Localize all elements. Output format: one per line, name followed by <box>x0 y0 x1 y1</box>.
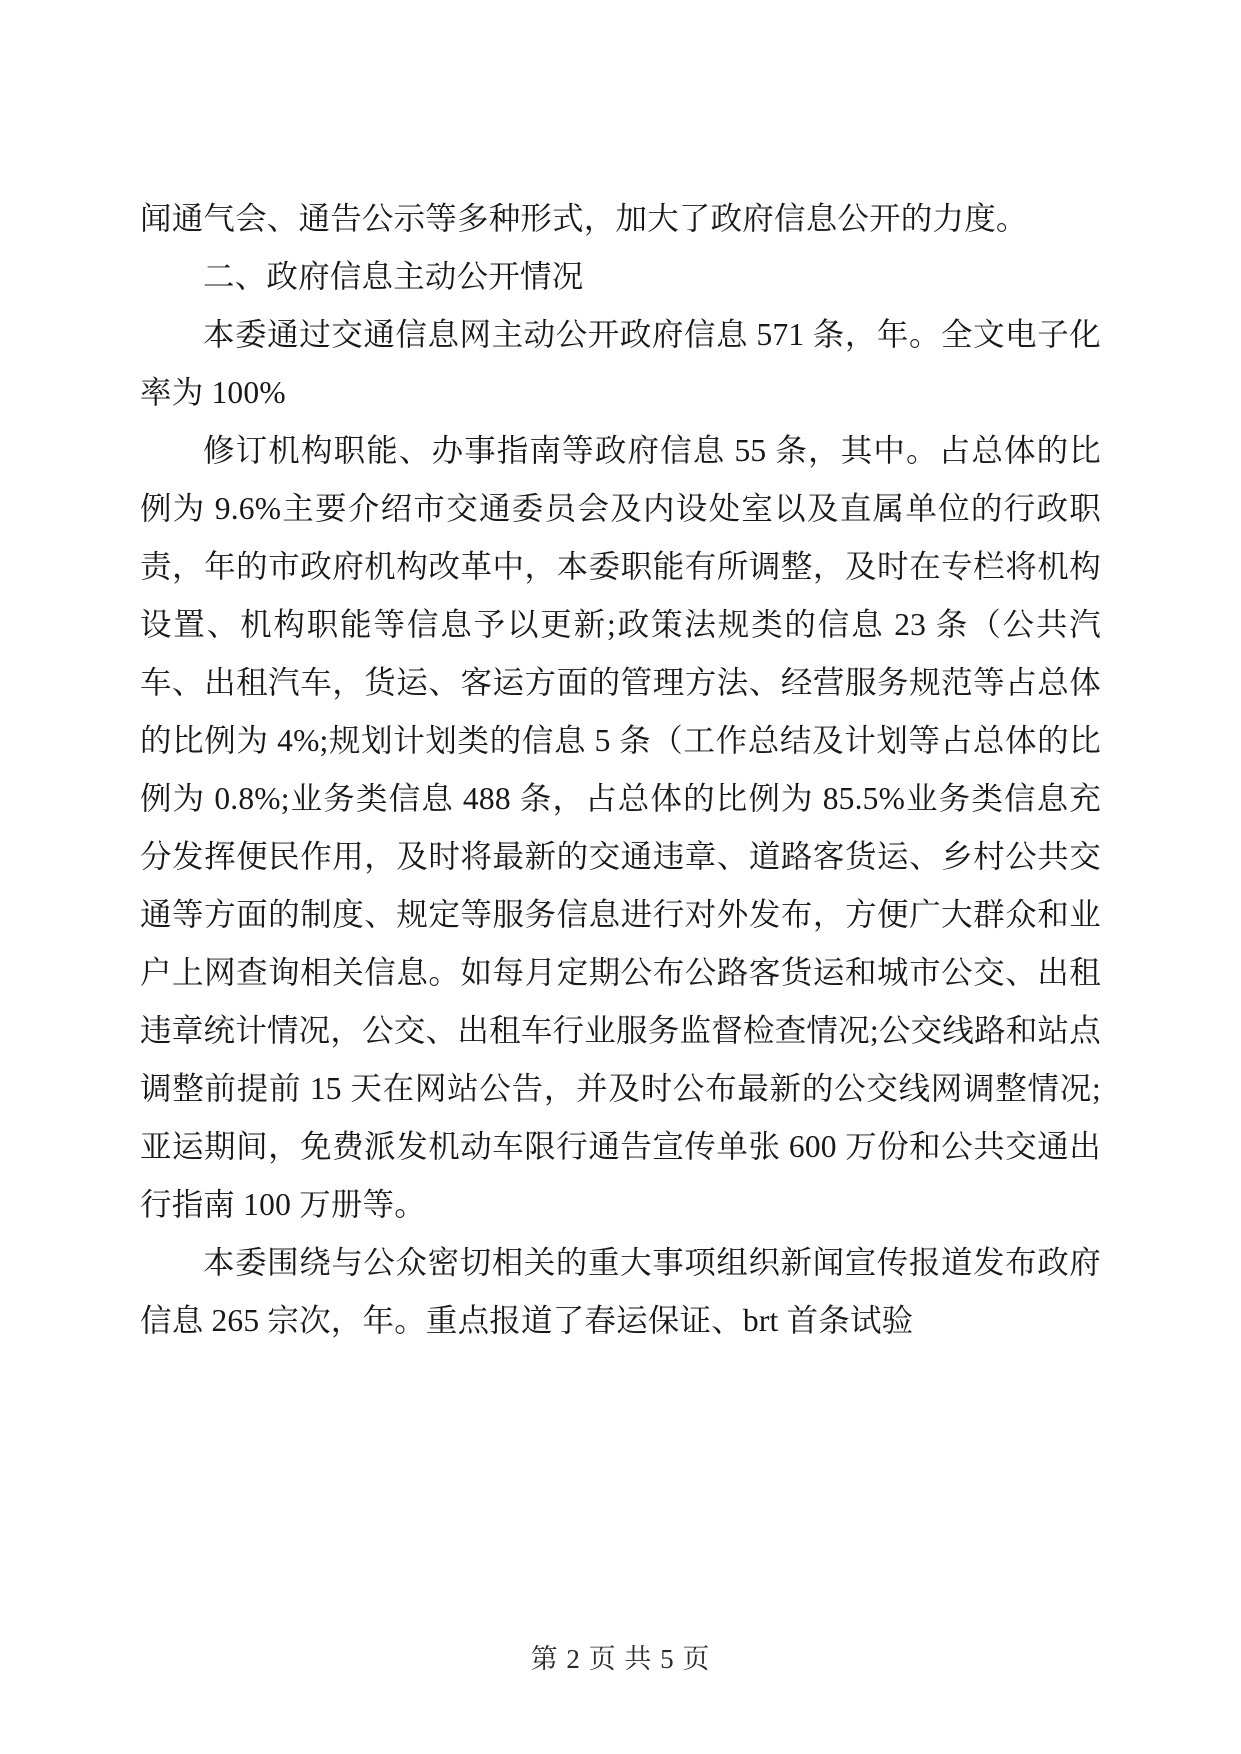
page-footer: 第 2 页 共 5 页 <box>530 1644 711 1674</box>
paragraph-news-release: 本委围绕与公众密切相关的重大事项组织新闻宣传报道发布政府信息 265 宗次，年。重点报道了春运保证、brt 首条试验 <box>140 1245 1101 1338</box>
paragraph-continued: 闻通气会、通告公示等多种形式，加大了政府信息公开的力度。 <box>140 201 1028 236</box>
paragraph-website-disclosure: 本委通过交通信息网主动公开政府信息 571 条，年。全文电子化率为 100% <box>140 317 1101 410</box>
paragraph-categories-detail: 修订机构职能、办事指南等政府信息 55 条，其中。占总体的比例为 9.6%主要介绍市交通委员会及内设处室以及直属单位的行政职责，年的市政府机构改革中，本委职能有所调整，及时在专栏将机构设置、机构职能等信息予以更新;政策法规类的信息 23 条（公共汽车、出租汽车，货运、客运方面的管理方法、经营服务规范等占总体的比例为 4%;规划计划类的信息 5 条（工作总结及计划等占总体的比例为 0.8%;业务类信息 488 条，占总体的比例为 85.5%业务类信息充分发挥便民作用，及时将最新的交通违章、道路客货运、乡村公共交通等方面的制度、规定等服务信息进行对外发布，方便广大群众和业户上网查询相关信息。如每月定期公布公路客货运和城市公交、出租违章统计情况，公交、出租车行业服务监督检查情况;公交线路和站点调整前提前 15 天在网站公告，并及时公布最新的公交线网调整情况;亚运期间，免费派发机动车限行通告宣传单张 600 万份和公共交通出行指南 100 万册等。 <box>140 433 1101 1222</box>
paragraph-section-heading: 二、政府信息主动公开情况 <box>203 259 584 294</box>
document-body <box>140 190 1101 1350</box>
